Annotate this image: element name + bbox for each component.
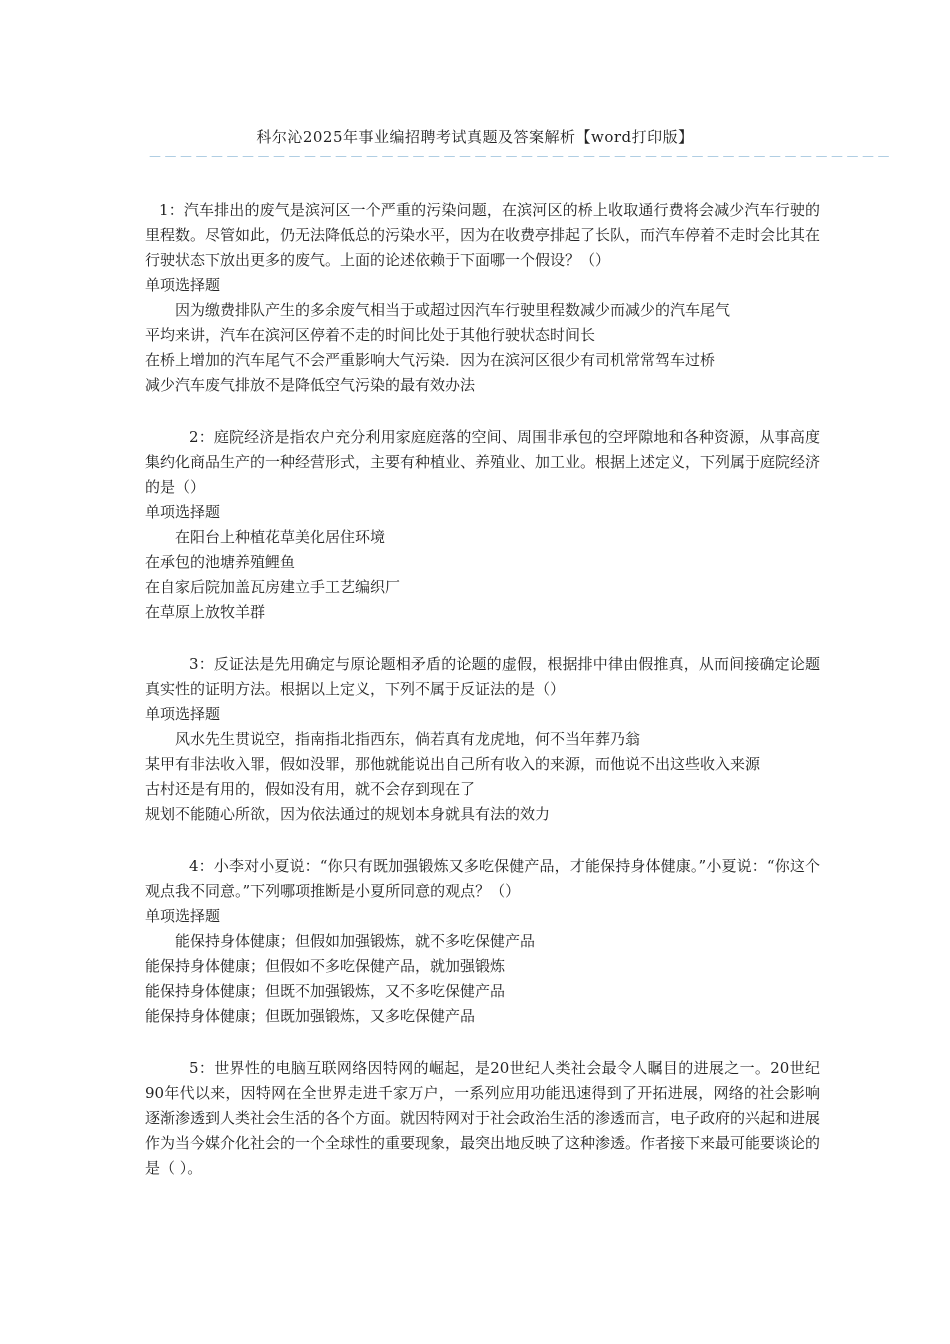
question-text: 反证法是先用确定与原论题相矛盾的论题的虚假，根据排中律由假推真，从而间接确定论题真实性的证明方法。根据以上定义，下列不属于反证法的是（） bbox=[145, 655, 820, 698]
option-a[interactable]: 因为缴费排队产生的多余废气相当于或超过因汽车行驶里程数减少而减少的汽车尾气 bbox=[175, 301, 731, 319]
question-stem bbox=[145, 854, 820, 904]
question-type: 单项选择题 bbox=[145, 705, 221, 723]
title-divider: －－－－－－－－－－－－－－－－－－－－－－－－－－－－－－－－－－－－－－－－－－－－－－－－ bbox=[148, 150, 892, 166]
question-list bbox=[145, 198, 820, 1208]
question-number: 1： bbox=[159, 201, 184, 219]
question-type: 单项选择题 bbox=[145, 503, 221, 521]
question-stem bbox=[145, 1056, 820, 1181]
question-text: 汽车排出的废气是滨河区一个严重的污染问题，在滨河区的桥上收取通行费将会减少汽车行驶的里程数。尽管如此，仍无法降低总的污染水平，因为在收费亭排起了长队，而汽车停着不走时会比其在行驶状态下放出更多的废气。上面的论述依赖于下面哪一个假设？（） bbox=[145, 201, 821, 269]
question-1 bbox=[145, 198, 820, 398]
question-stem bbox=[145, 198, 820, 273]
question-number: 4： bbox=[189, 857, 214, 875]
option-b[interactable]: 平均来讲，汽车在滨河区停着不走的时间比处于其他行驶状态时间长 bbox=[145, 326, 596, 344]
question-text: 世界性的电脑互联网络因特网的崛起，是20世纪人类社会最令人瞩目的进展之一。20世纪90年代以来，因特网在全世界走进千家万户，一系列应用功能迅速得到了开拓进展，网络的社会影响逐渐渗透到人类社会生活的各个方面。就因特网对于社会政治生活的渗透而言，电子政府的兴起和进展作为当今媒介化社会的一个全球性的重要现象，最突出地反映了这种渗透。作者接下来最可能要谈论的是（ ）。 bbox=[145, 1059, 821, 1177]
question-stem bbox=[145, 652, 820, 702]
option-c[interactable]: 古村还是有用的，假如没有用，就不会存到现在了 bbox=[145, 780, 476, 798]
option-d[interactable]: 减少汽车废气排放不是降低空气污染的最有效办法 bbox=[145, 376, 476, 394]
question-text: 庭院经济是指农户充分利用家庭庭落的空间、周围非承包的空坪隙地和各种资源，从事高度集约化商品生产的一种经营形式，主要有种植业、养殖业、加工业。根据上述定义，下列属于庭院经济的是（） bbox=[145, 428, 821, 496]
option-a[interactable]: 在阳台上种植花草美化居住环境 bbox=[175, 528, 386, 546]
question-type: 单项选择题 bbox=[145, 907, 221, 925]
question-text: 小李对小夏说：“你只有既加强锻炼又多吃保健产品，才能保持身体健康。”小夏说：“你这个观点我不同意。”下列哪项推断是小夏所同意的观点？（） bbox=[145, 857, 820, 900]
option-d[interactable]: 规划不能随心所欲，因为依法通过的规划本身就具有法的效力 bbox=[145, 805, 551, 823]
question-number: 5： bbox=[189, 1059, 215, 1077]
option-b[interactable]: 能保持身体健康；但假如不多吃保健产品，就加强锻炼 bbox=[145, 957, 506, 975]
option-b[interactable]: 某甲有非法收入罪，假如没罪，那他就能说出自己所有收入的来源，而他说不出这些收入来源 bbox=[145, 755, 761, 773]
option-c[interactable]: 在自家后院加盖瓦房建立手工艺编织厂 bbox=[145, 578, 401, 596]
question-4 bbox=[145, 854, 820, 1029]
option-b[interactable]: 在承包的池塘养殖鲤鱼 bbox=[145, 553, 296, 571]
question-2 bbox=[145, 425, 820, 625]
question-3 bbox=[145, 652, 820, 827]
option-c[interactable]: 在桥上增加的汽车尾气不会严重影响大气污染．因为在滨河区很少有司机常常驾车过桥 bbox=[145, 351, 716, 369]
option-a[interactable]: 风水先生贯说空，指南指北指西东，倘若真有龙虎地，何不当年葬乃翁 bbox=[175, 730, 641, 748]
option-d[interactable]: 能保持身体健康；但既加强锻炼，又多吃保健产品 bbox=[145, 1007, 476, 1025]
option-a[interactable]: 能保持身体健康；但假如加强锻炼，就不多吃保健产品 bbox=[175, 932, 536, 950]
option-c[interactable]: 能保持身体健康；但既不加强锻炼，又不多吃保健产品 bbox=[145, 982, 506, 1000]
question-number: 2： bbox=[189, 428, 214, 446]
question-type: 单项选择题 bbox=[145, 276, 221, 294]
question-stem bbox=[145, 425, 820, 500]
document-title: 科尔沁2025年事业编招聘考试真题及答案解析【word打印版】 bbox=[256, 128, 694, 146]
question-5 bbox=[145, 1056, 820, 1181]
option-d[interactable]: 在草原上放牧羊群 bbox=[145, 603, 266, 621]
question-number: 3： bbox=[189, 655, 214, 673]
